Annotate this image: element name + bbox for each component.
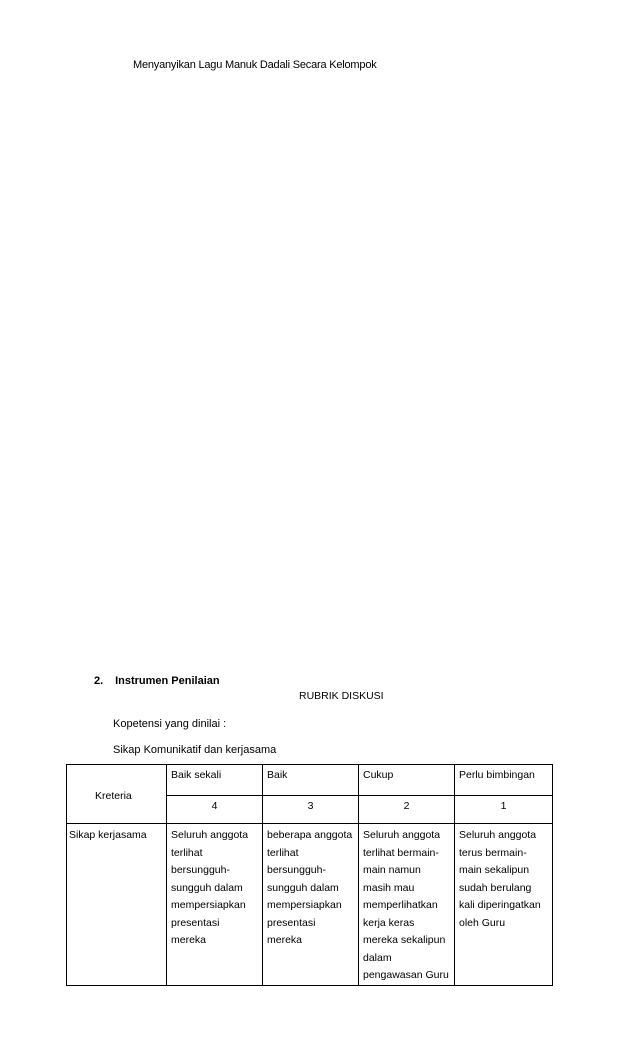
- rubric-title: RUBRIK DISKUSI: [299, 690, 384, 702]
- descriptor-line: sungguh dalam: [171, 881, 243, 894]
- descriptor-line: pengawasan Guru: [363, 969, 449, 981]
- descriptor-line: kali diperingatkan: [459, 899, 541, 911]
- descriptor-line: Seluruh anggota: [459, 829, 537, 841]
- descriptor-line: presentasi: [267, 916, 316, 929]
- level-score: 3: [263, 796, 359, 824]
- descriptor-line: memperlihatkan: [363, 899, 438, 911]
- descriptor-line: sudah berulang: [459, 881, 532, 894]
- descriptor-line: dalam: [363, 951, 392, 964]
- descriptor-line: sungguh dalam: [267, 881, 339, 894]
- descriptor-line: terlihat bermain-: [363, 846, 439, 859]
- descriptor-line: oleh Guru: [459, 916, 506, 929]
- descriptor-line: mempersiapkan: [171, 899, 246, 911]
- descriptor-cell: [263, 824, 359, 986]
- descriptor-cell: [455, 824, 553, 986]
- descriptor-line: terlihat: [171, 846, 203, 859]
- level-score: 1: [455, 796, 553, 824]
- table-header-row: [67, 765, 553, 796]
- descriptor-line: bersungguh-: [171, 864, 230, 876]
- descriptor-line: main namun: [363, 864, 421, 876]
- level-score: 4: [167, 796, 263, 824]
- descriptor-line: Seluruh anggota: [171, 829, 249, 841]
- level-label: Perlu bimbingan: [455, 765, 553, 796]
- level-label: Cukup: [359, 765, 455, 796]
- descriptor-line: bersungguh-: [267, 864, 326, 876]
- descriptor-cell: [167, 824, 263, 986]
- descriptor-line: beberapa anggota: [267, 829, 353, 841]
- level-score: 2: [359, 796, 455, 824]
- criteria-header: Kreteria: [67, 765, 167, 824]
- rubric-table: [66, 764, 553, 986]
- descriptor-line: masih mau: [363, 881, 415, 894]
- descriptor-line: kerja keras: [363, 916, 415, 929]
- activity-title: Menyanyikan Lagu Manuk Dadali Secara Kelompok: [133, 59, 377, 71]
- descriptor-line: main sekalipun: [459, 864, 530, 876]
- descriptor-line: mereka sekalipun: [363, 934, 446, 946]
- table-row: [67, 824, 553, 986]
- descriptor-line: mereka: [171, 934, 207, 946]
- section-number: 2.: [94, 675, 104, 687]
- descriptor-cell: [359, 824, 455, 986]
- section-heading: [94, 675, 220, 687]
- aspect-cell: Sikap kerjasama: [67, 824, 167, 986]
- level-label: Baik: [263, 765, 359, 796]
- descriptor-line: presentasi: [171, 916, 220, 929]
- descriptor-line: Seluruh anggota: [363, 829, 441, 841]
- competency-value: Sikap Komunikatif dan kerjasama: [113, 744, 277, 756]
- descriptor-line: terlihat: [267, 846, 299, 859]
- descriptor-line: mereka: [267, 934, 303, 946]
- descriptor-line: terus bermain-: [459, 846, 527, 859]
- level-label: Baik sekali: [167, 765, 263, 796]
- descriptor-line: mempersiapkan: [267, 899, 342, 911]
- section-title: Instrumen Penilaian: [115, 675, 220, 687]
- competency-label: Kopetensi yang dinilai :: [113, 718, 227, 730]
